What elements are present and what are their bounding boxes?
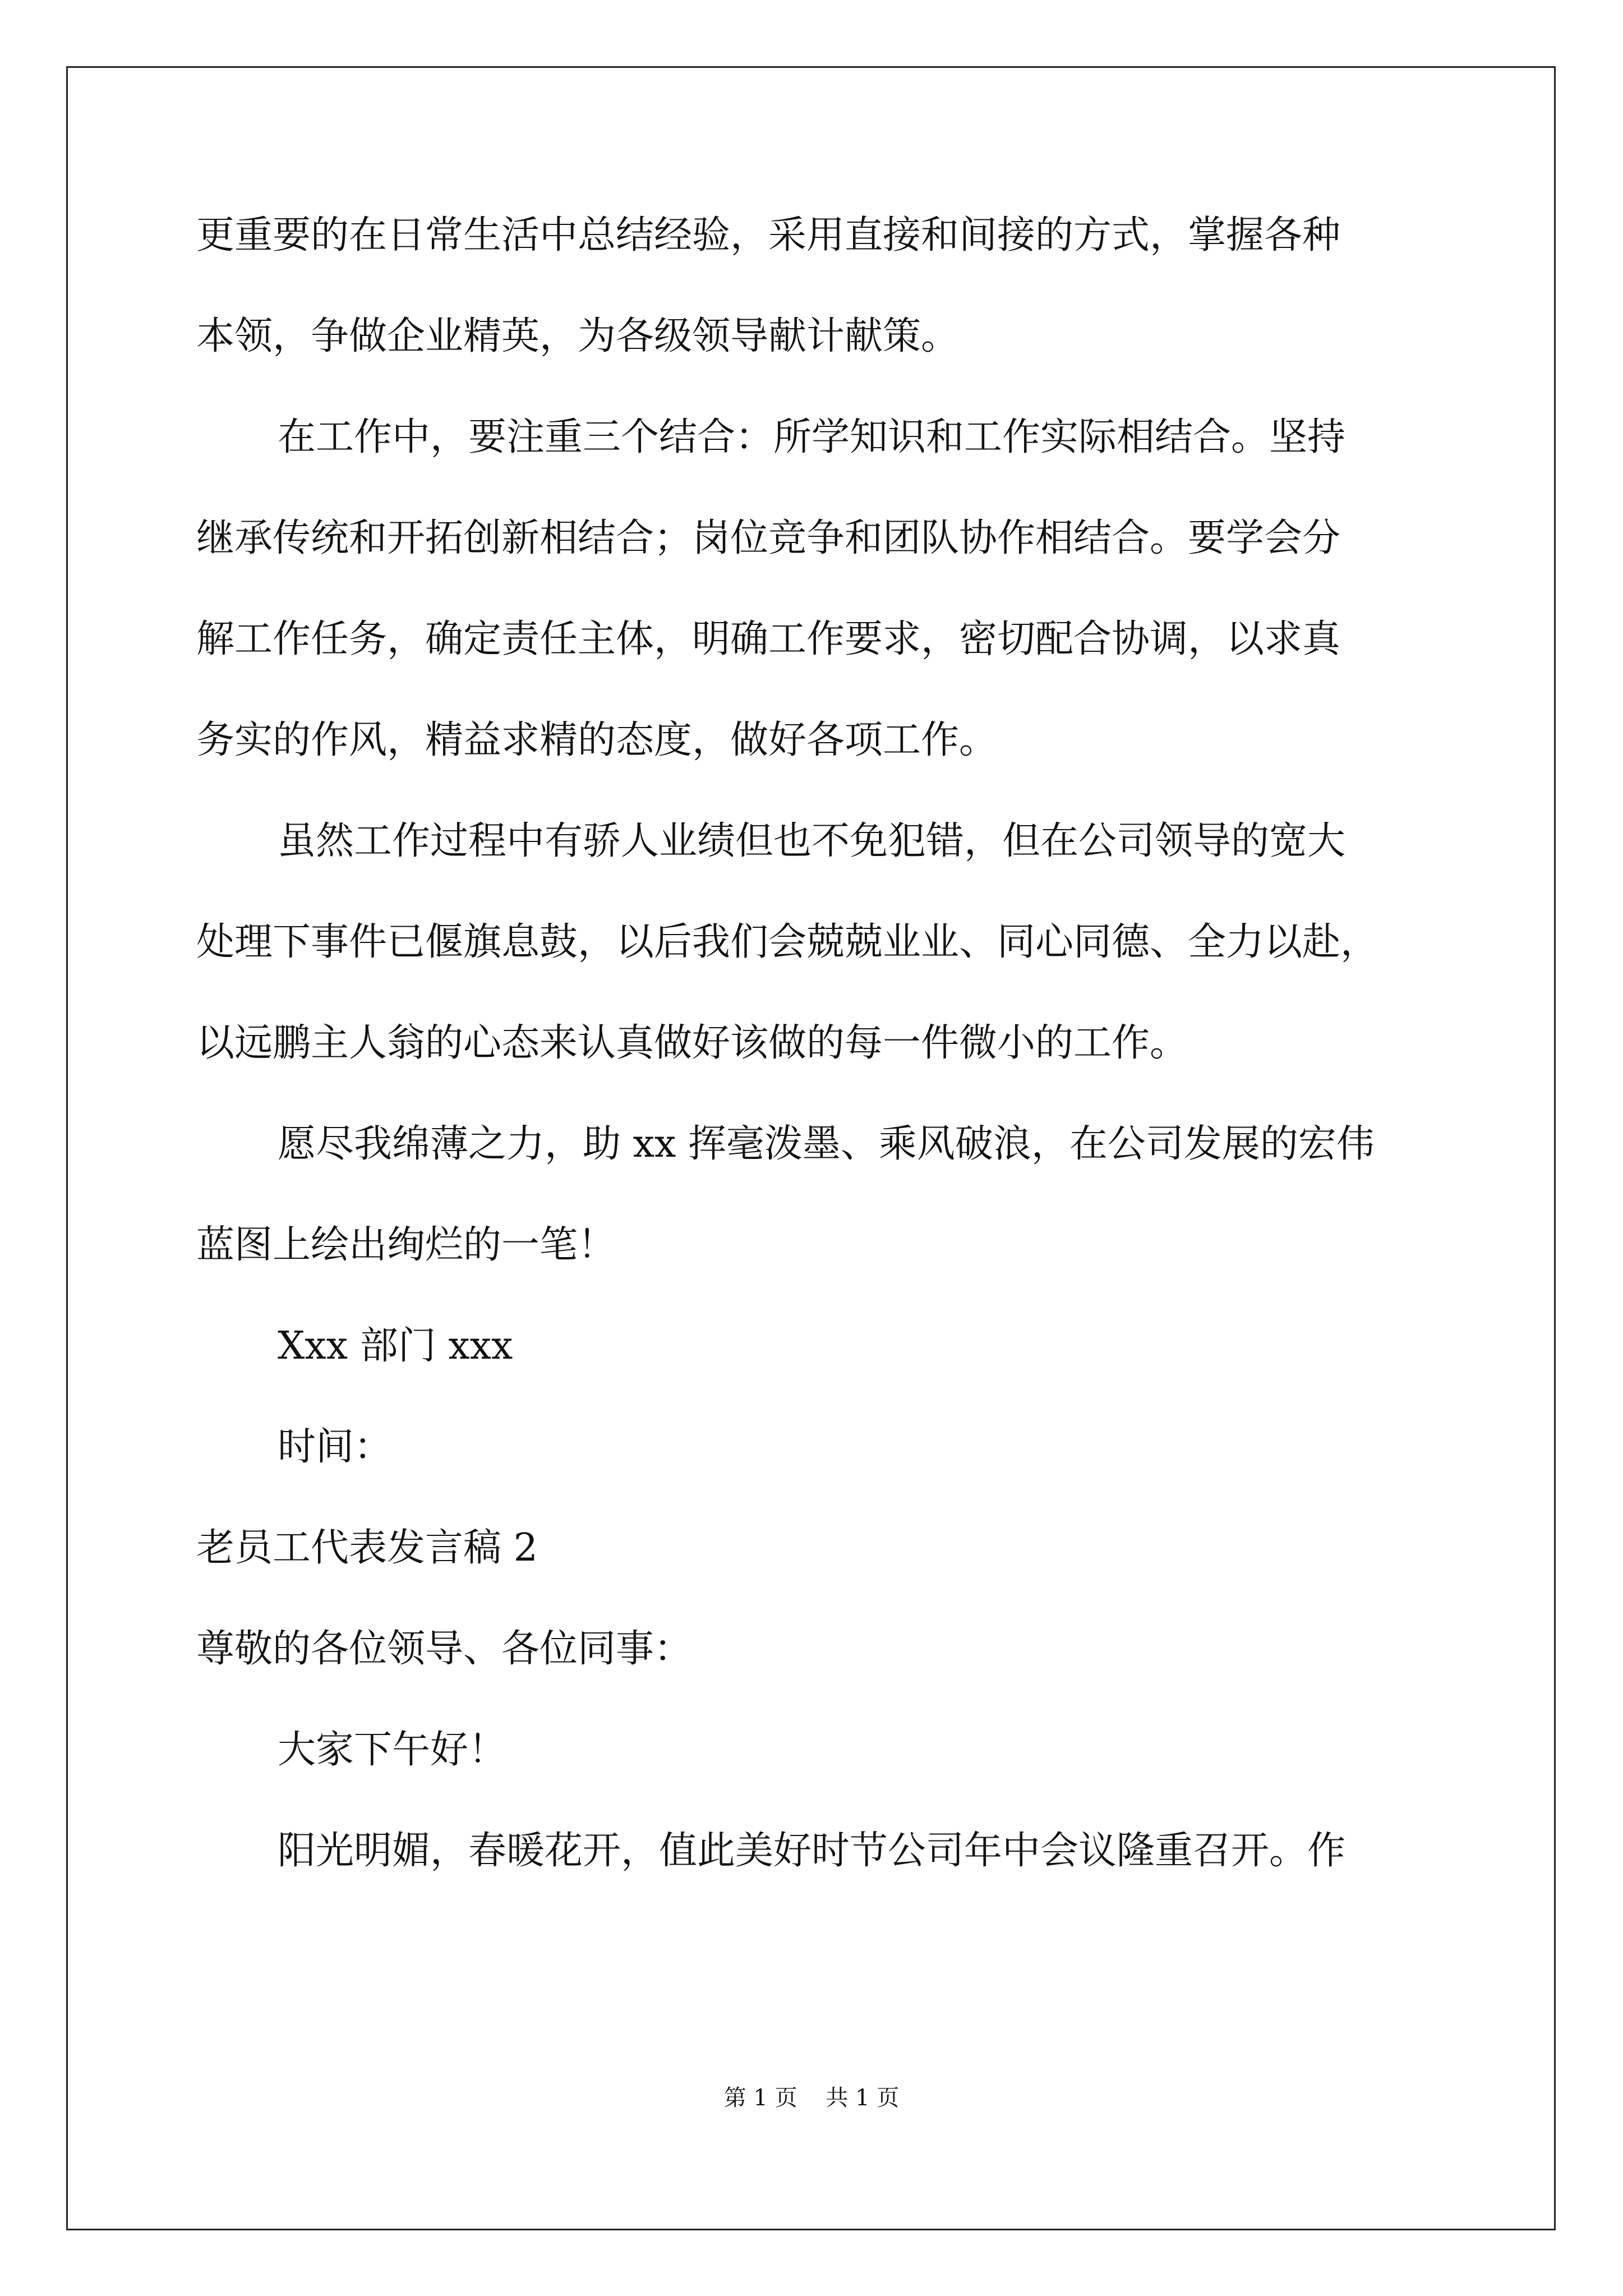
text-line-5: 解工作任务，确定责任主体，明确工作要求，密切配合协调，以求真 bbox=[196, 617, 1341, 661]
text-line-11: 蓝图上绘出绚烂的一笔！ bbox=[196, 1223, 616, 1267]
text-line-1: 更重要的在日常生活中总结经验，采用直接和间接的方式，掌握各种 bbox=[196, 213, 1341, 257]
greeting: 大家下午好！ bbox=[278, 1728, 507, 1772]
document-body bbox=[196, 208, 1453, 1924]
page-number-footer: 第 1 页 共 1 页 bbox=[723, 2085, 900, 2111]
signature-department: Xxx 部门 xxx bbox=[278, 1324, 513, 1368]
text-line-4: 继承传统和开拓创新相结合；岗位竞争和团队协作相结合。要学会分 bbox=[196, 516, 1341, 560]
text-line-9: 以远鹏主人翁的心态来认真做好该做的每一件微小的工作。 bbox=[196, 1021, 1188, 1065]
text-line-10: 愿尽我绵薄之力，助 xx 挥毫泼墨、乘风破浪，在公司发展的宏伟 bbox=[278, 1122, 1375, 1166]
text-line-3: 在工作中，要注重三个结合：所学知识和工作实际相结合。坚持 bbox=[278, 415, 1346, 459]
salutation: 尊敬的各位领导、各位同事： bbox=[196, 1627, 693, 1671]
text-line-17: 阳光明媚，春暖花开，值此美好时节公司年中会议隆重召开。作 bbox=[278, 1829, 1346, 1873]
section-title: 老员工代表发言稿 2 bbox=[196, 1526, 538, 1570]
text-line-2: 本领，争做企业精英，为各级领导献计献策。 bbox=[196, 314, 960, 358]
text-line-8: 处理下事件已偃旗息鼓，以后我们会兢兢业业、同心同德、全力以赴， bbox=[196, 920, 1379, 964]
text-line-6: 务实的作风，精益求精的态度，做好各项工作。 bbox=[196, 718, 998, 762]
signature-time: 时间： bbox=[278, 1425, 393, 1469]
text-line-7: 虽然工作过程中有骄人业绩但也不免犯错，但在公司领导的宽大 bbox=[278, 819, 1346, 863]
